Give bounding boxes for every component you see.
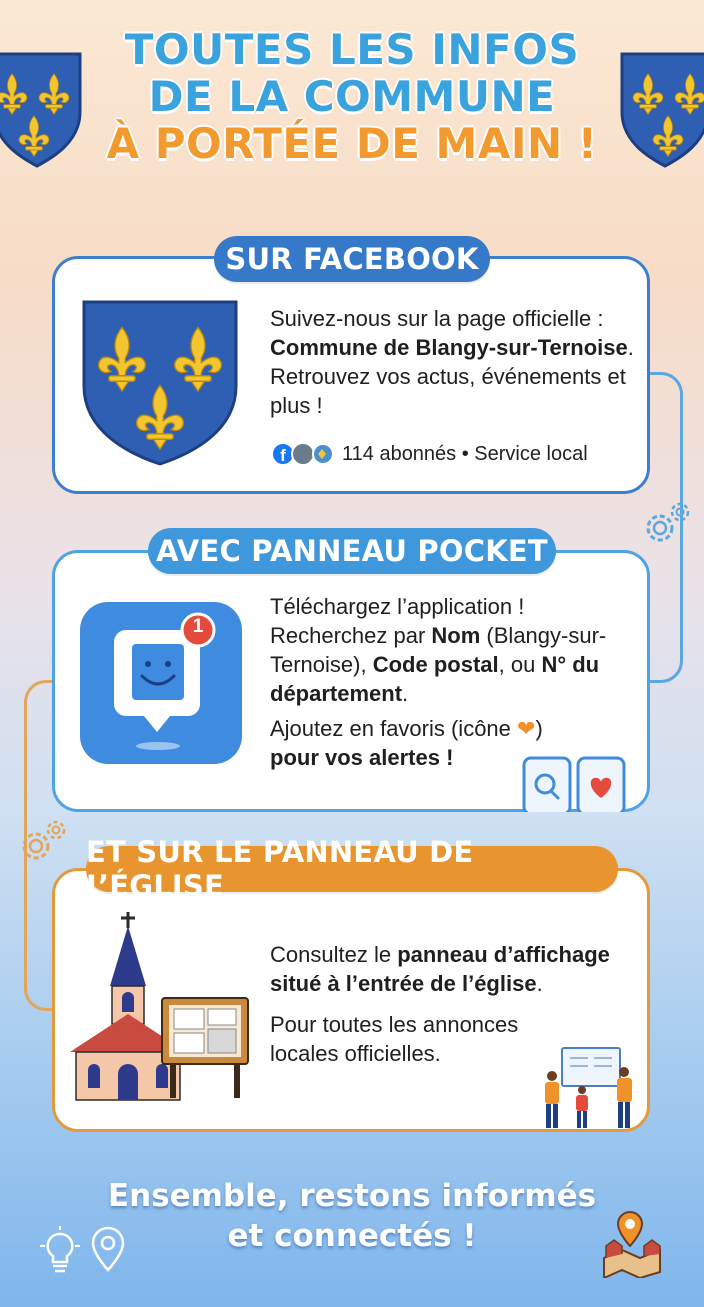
pp-line-download: Téléchargez l’application ! xyxy=(270,594,525,619)
lightbulb-icon xyxy=(36,1226,84,1281)
facebook-description xyxy=(270,304,642,420)
facebook-text-2: . Retrouvez vos actus, événements et plus ! xyxy=(270,335,634,418)
location-pin-icon xyxy=(90,1226,126,1277)
page-title xyxy=(90,26,614,167)
left-shield-icon xyxy=(0,50,82,170)
pp-text-5: . xyxy=(402,681,409,706)
eglise-header xyxy=(86,835,618,903)
panneau-pocket-description xyxy=(270,592,630,772)
pp-alertes: pour vos alertes ! xyxy=(270,745,454,770)
people-icon xyxy=(540,1046,640,1135)
church-icon xyxy=(66,912,256,1107)
notification-badge: 1 xyxy=(192,616,204,637)
pp-nom: Nom xyxy=(431,623,481,648)
facebook-page-name[interactable]: Commune de Blangy-sur-Ternoise xyxy=(270,335,628,360)
svg-text:f: f xyxy=(280,446,286,465)
eglise-panneau: panneau d’affichage situé à l’entrée de l’église xyxy=(270,942,610,996)
title-line-2: DE LA COMMUNE xyxy=(148,72,556,122)
footer-line-2: et connectés ! xyxy=(227,1218,477,1254)
panneau-pocket-app-icon[interactable] xyxy=(78,600,244,771)
facebook-header-label: SUR FACEBOOK xyxy=(225,242,479,276)
map-location-icon xyxy=(598,1208,668,1283)
footer-line-1: Ensemble, restons informés xyxy=(107,1178,597,1214)
title-line-3: À PORTÉE DE MAIN ! xyxy=(106,119,598,169)
pp-text-2: Recherchez par xyxy=(270,623,432,648)
eglise-paragraph-2: Pour toutes les annonces locales officielles. xyxy=(270,1012,519,1066)
panneau-pocket-header-label: AVEC PANNEAU POCKET xyxy=(156,534,548,568)
pp-text-4: , ou xyxy=(498,652,542,677)
heart-icon: ❤ xyxy=(517,716,536,741)
gear-icon-right xyxy=(640,498,696,553)
facebook-header xyxy=(214,236,490,282)
phones-illustration xyxy=(520,754,630,817)
pp-text-3: (Blangy-sur-Ternoise), xyxy=(270,623,607,677)
gear-icon-left xyxy=(16,816,72,871)
facebook-meta xyxy=(270,441,588,467)
title-line-1: TOUTES LES INFOS xyxy=(124,25,580,74)
panneau-pocket-header xyxy=(148,528,556,574)
pp-departement: N° du département xyxy=(270,652,600,706)
eglise-text-2: . xyxy=(536,971,543,996)
facebook-meta-text: 114 abonnés • Service local xyxy=(342,442,588,465)
pp-favorites xyxy=(270,714,630,743)
facebook-text-1: Suivez-nous sur la page officielle : xyxy=(270,306,604,331)
eglise-paragraph-1 xyxy=(270,940,642,998)
pp-text-7: ) xyxy=(535,716,543,741)
eglise-header-label: ET SUR LE PANNEAU DE L’ÉGLISE xyxy=(86,835,474,903)
pp-code-postal: Code postal xyxy=(372,652,499,677)
facebook-icon xyxy=(270,441,334,467)
eglise-text-1: Consultez le xyxy=(270,942,398,967)
pp-search-instructions xyxy=(270,621,630,708)
commune-shield-icon xyxy=(80,296,240,473)
right-shield-icon xyxy=(620,50,704,170)
pp-text-6: Ajoutez en favoris (icône xyxy=(270,716,518,741)
